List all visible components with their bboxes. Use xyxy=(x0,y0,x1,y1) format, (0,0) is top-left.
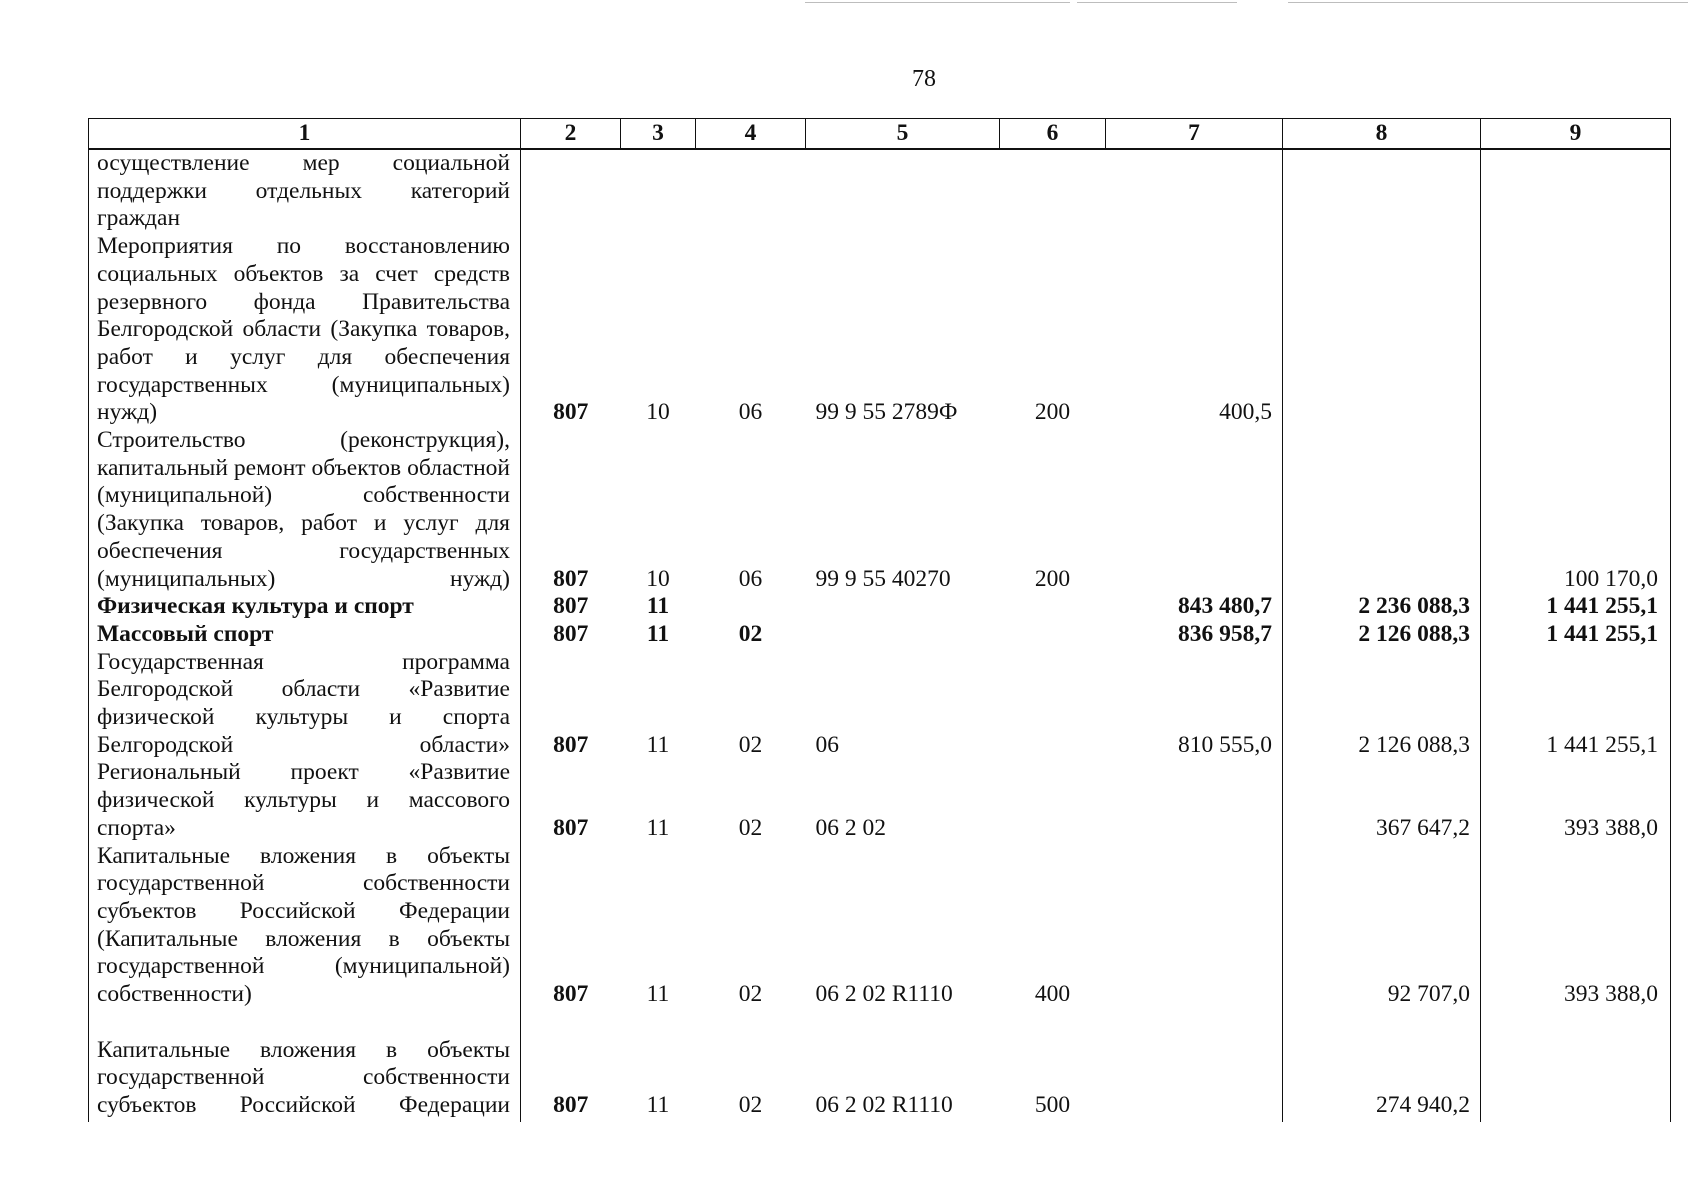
row-name: Массовый спорт xyxy=(89,621,521,649)
cell-section: 11 xyxy=(646,731,670,758)
cell-department xyxy=(521,149,621,233)
cell-subsection xyxy=(696,593,806,621)
cell-department: 807 xyxy=(521,427,621,593)
cell-subsection xyxy=(696,149,806,233)
cell-amount-col9 xyxy=(1481,233,1671,427)
cell-amount-col7: 400,5 xyxy=(1106,233,1283,427)
cell-section: 11 xyxy=(646,981,670,1008)
cell-expense-type: 200 xyxy=(1034,399,1071,426)
table-row xyxy=(89,149,1671,233)
cell-amount-col7 xyxy=(1106,843,1283,1009)
cell-amount-col9 xyxy=(1481,149,1671,233)
cell-amount-col9: 1 441 255,1 xyxy=(1481,621,1671,649)
cell-department: 807 xyxy=(521,621,621,649)
cell-amount-col8: 274 940,2 xyxy=(1283,1009,1481,1122)
column-header: 4 xyxy=(696,119,806,150)
cell-target-article: 06 2 02 xyxy=(815,814,886,841)
cell-target-article: 99 9 55 2789Ф xyxy=(815,399,958,426)
cell-section: 10 xyxy=(646,565,670,592)
cell-amount-col7 xyxy=(1106,759,1283,842)
cell-amount-col9: 393 388,0 xyxy=(1481,759,1671,842)
row-name: Государственная программа Белгородской области «Развитие физической культуры и спорта Белгородской области» xyxy=(89,649,521,760)
row-name: Строительство (реконструкция), капитальный ремонт объектов областной (муниципальной) собственности (Закупка товаров, работ и услуг для обеспечения государственных (муниципальных) нужд) xyxy=(89,427,521,593)
cell-amount-col9 xyxy=(1481,1009,1671,1122)
column-header: 2 xyxy=(521,119,621,150)
column-header: 8 xyxy=(1283,119,1481,150)
cell-expense-type xyxy=(1000,149,1106,233)
cell-department: 807 xyxy=(521,649,621,760)
cell-amount-col9: 1 441 255,1 xyxy=(1481,593,1671,621)
row-name: Капитальные вложения в объекты государственной собственности субъектов Российской Федерации xyxy=(89,1009,521,1122)
cell-target-article: 06 2 02 R1110 xyxy=(815,981,953,1008)
cell-section: 10 xyxy=(646,399,670,426)
budget-table xyxy=(88,118,1671,1122)
row-name: Региональный проект «Развитие физической культуры и массового спорта» xyxy=(89,759,521,842)
column-header: 3 xyxy=(621,119,696,150)
table-row xyxy=(89,427,1671,593)
cell-amount-col8: 367 647,2 xyxy=(1283,759,1481,842)
row-name: Мероприятия по восстановлению социальных объектов за счет средств резервного фонда Правительства Белгородской области (Закупка товаров, работ и услуг для обеспечения государственных (муниципальных) нужд) xyxy=(89,233,521,427)
cell-amount-col8 xyxy=(1283,149,1481,233)
column-number-row xyxy=(89,119,1671,150)
scan-artifact-line xyxy=(805,2,1070,3)
scan-artifact-line xyxy=(1077,2,1237,3)
cell-target-article: 06 2 02 R1110 xyxy=(815,1092,953,1119)
column-header: 1 xyxy=(89,119,521,150)
cell-target-article xyxy=(806,621,1000,649)
cell-amount-col9: 393 388,0 xyxy=(1481,843,1671,1009)
cell-expense-type: 500 xyxy=(1034,1092,1071,1119)
cell-section: 11 xyxy=(646,814,670,841)
cell-amount-col7: 810 555,0 xyxy=(1106,649,1283,760)
cell-subsection: 02 xyxy=(738,620,763,647)
cell-section: 11 xyxy=(646,593,670,620)
cell-department: 807 xyxy=(521,1009,621,1122)
cell-target-article xyxy=(806,593,1000,621)
cell-amount-col7: 843 480,7 xyxy=(1106,593,1283,621)
table-row xyxy=(89,233,1671,427)
cell-expense-type xyxy=(1000,593,1106,621)
table-row xyxy=(89,593,1671,621)
cell-amount-col8 xyxy=(1283,233,1481,427)
cell-amount-col8: 2 236 088,3 xyxy=(1283,593,1481,621)
cell-amount-col8: 2 126 088,3 xyxy=(1283,649,1481,760)
table-row xyxy=(89,1009,1671,1122)
cell-amount-col9: 100 170,0 xyxy=(1481,427,1671,593)
table-row xyxy=(89,843,1671,1009)
cell-subsection: 02 xyxy=(738,814,763,841)
cell-department: 807 xyxy=(521,759,621,842)
row-name: осуществление мер социальной поддержки отдельных категорий граждан xyxy=(89,149,521,233)
column-header: 5 xyxy=(806,119,1000,150)
cell-target-article: 99 9 55 40270 xyxy=(815,565,951,592)
cell-expense-type: 200 xyxy=(1034,565,1071,592)
cell-amount-col8 xyxy=(1283,427,1481,593)
cell-amount-col7 xyxy=(1106,427,1283,593)
column-header: 7 xyxy=(1106,119,1283,150)
cell-amount-col7: 836 958,7 xyxy=(1106,621,1283,649)
cell-amount-col9: 1 441 255,1 xyxy=(1481,649,1671,760)
cell-amount-col8: 92 707,0 xyxy=(1283,843,1481,1009)
cell-department: 807 xyxy=(521,843,621,1009)
cell-department: 807 xyxy=(521,593,621,621)
cell-subsection: 02 xyxy=(738,1092,763,1119)
column-header: 6 xyxy=(1000,119,1106,150)
cell-expense-type: 400 xyxy=(1034,981,1071,1008)
row-name: Капитальные вложения в объекты государственной собственности субъектов Российской Федерации (Капитальные вложения в объекты государственной (муниципальной) собственности) xyxy=(89,843,521,1009)
table-row xyxy=(89,621,1671,649)
cell-subsection: 06 xyxy=(738,565,763,592)
cell-department: 807 xyxy=(521,233,621,427)
page-number: 78 xyxy=(912,66,936,92)
cell-amount-col7 xyxy=(1106,149,1283,233)
scan-artifact-line xyxy=(1288,2,1688,3)
cell-expense-type xyxy=(1000,649,1106,760)
table-row xyxy=(89,759,1671,842)
cell-section: 11 xyxy=(646,620,670,647)
cell-section: 11 xyxy=(646,1092,670,1119)
cell-subsection: 06 xyxy=(738,399,763,426)
cell-amount-col7 xyxy=(1106,1009,1283,1122)
table-row xyxy=(89,649,1671,760)
column-header: 9 xyxy=(1481,119,1671,150)
row-name: Физическая культура и спорт xyxy=(89,593,521,621)
cell-expense-type xyxy=(1000,621,1106,649)
cell-subsection: 02 xyxy=(738,981,763,1008)
cell-subsection: 02 xyxy=(738,731,763,758)
cell-section xyxy=(621,149,696,233)
cell-target-article xyxy=(806,149,1000,233)
cell-target-article: 06 xyxy=(815,731,839,758)
cell-amount-col8: 2 126 088,3 xyxy=(1283,621,1481,649)
cell-expense-type xyxy=(1000,759,1106,842)
